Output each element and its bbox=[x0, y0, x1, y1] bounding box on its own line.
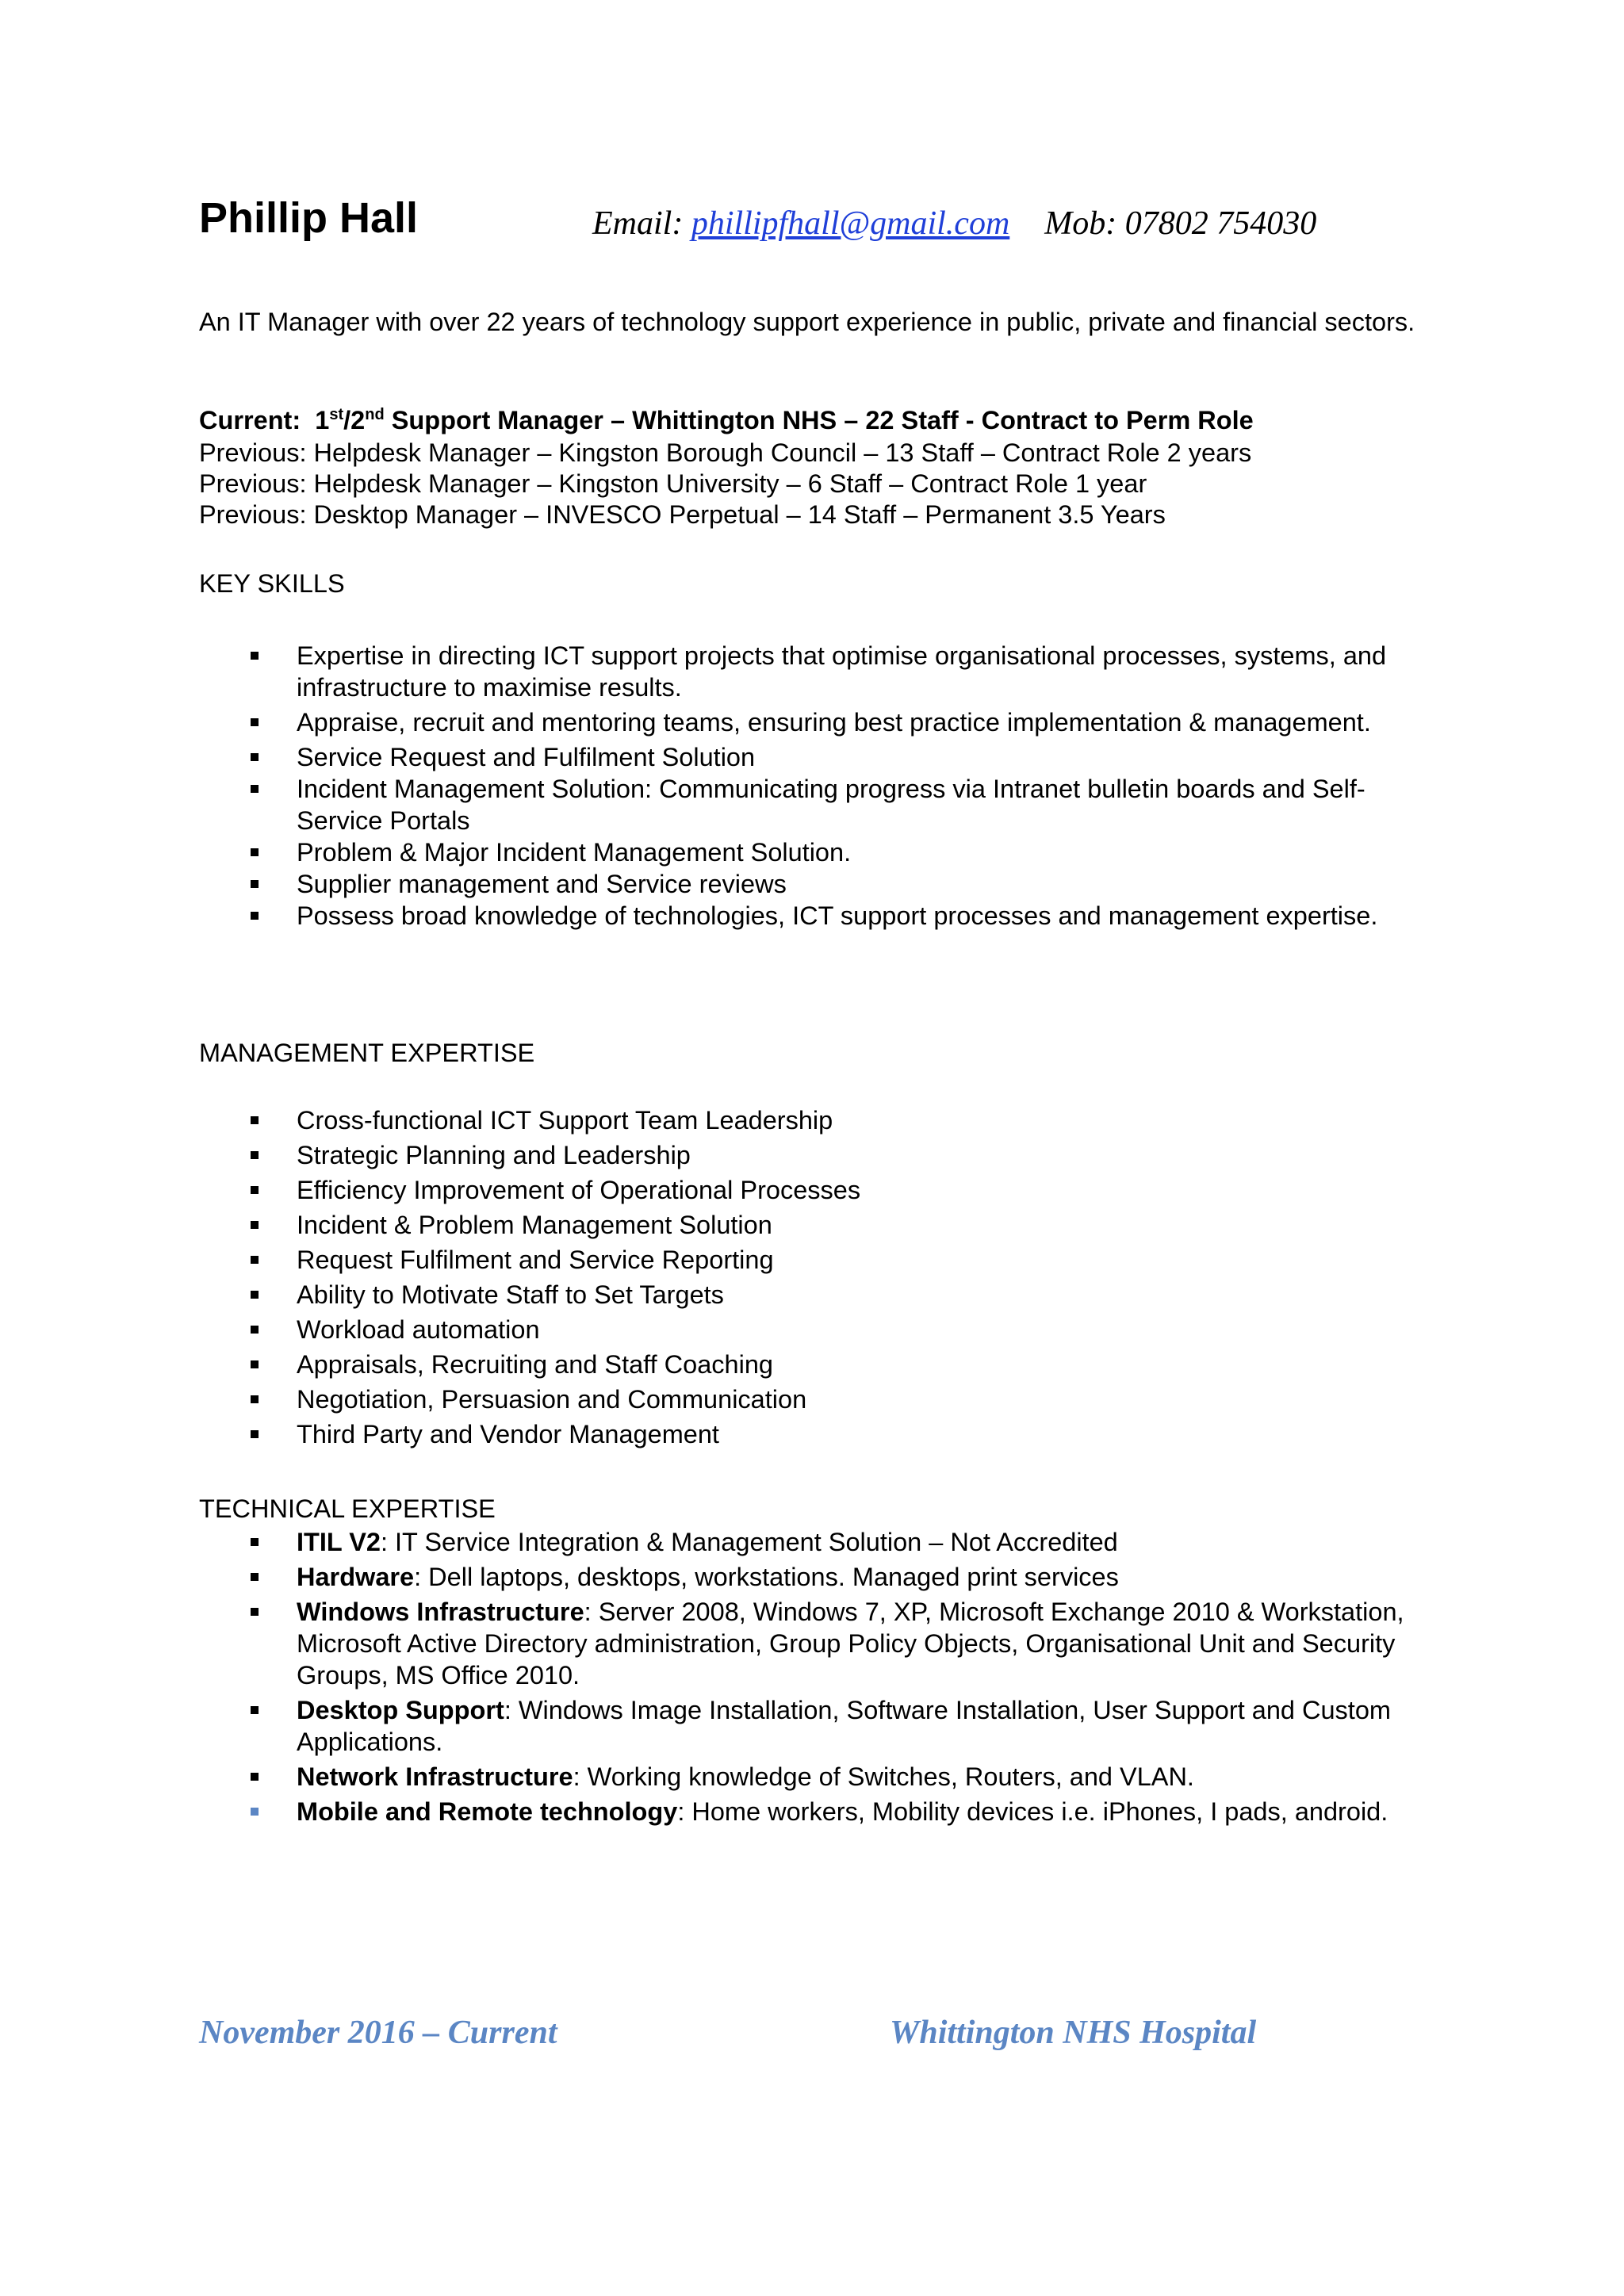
current-role-slash: /2 bbox=[343, 406, 366, 434]
management-expertise-heading: MANAGEMENT EXPERTISE bbox=[199, 1039, 535, 1067]
bullet-icon bbox=[251, 880, 259, 888]
technical-expertise-heading: TECHNICAL EXPERTISE bbox=[199, 1494, 496, 1523]
management-skill-text: Request Fulfilment and Service Reporting bbox=[297, 1246, 774, 1274]
bullet-icon bbox=[251, 1538, 259, 1546]
key-skills-list bbox=[0, 640, 1446, 932]
list-item bbox=[0, 1418, 1446, 1450]
list-item bbox=[0, 1174, 1446, 1206]
key-skill-text: Incident Management Solution: Communicating progress via Intranet bulletin boards and Self-Service Portals bbox=[297, 775, 1365, 835]
bullet-icon bbox=[251, 753, 259, 761]
bullet-icon bbox=[251, 1326, 259, 1334]
tech-skill-label: ITIL V2 bbox=[297, 1528, 381, 1556]
key-skill-text: Appraise, recruit and mentoring teams, ensuring best practice implementation & management. bbox=[297, 708, 1371, 737]
management-skill-text: Cross-functional ICT Support Team Leadership bbox=[297, 1106, 833, 1135]
list-item bbox=[0, 741, 1446, 773]
current-role-ordinal: 1 bbox=[315, 406, 330, 434]
list-item bbox=[0, 1209, 1446, 1241]
list-item bbox=[0, 1349, 1446, 1380]
bullet-icon bbox=[251, 1116, 259, 1124]
bullet-icon bbox=[251, 1608, 259, 1616]
bullet-icon bbox=[251, 1186, 259, 1194]
list-item bbox=[0, 706, 1446, 738]
employer-name: Whittington NHS Hospital bbox=[890, 2015, 1257, 2051]
tech-skill-label: Desktop Support bbox=[297, 1696, 504, 1724]
list-item bbox=[0, 1796, 1446, 1827]
bullet-icon bbox=[251, 718, 259, 726]
email-label: Email: bbox=[592, 205, 684, 242]
tech-skill-text: : Working knowledge of Switches, Routers, and VLAN. bbox=[573, 1762, 1194, 1791]
tech-skill-label: Hardware bbox=[297, 1563, 415, 1591]
bullet-icon bbox=[251, 1291, 259, 1299]
list-item bbox=[0, 1561, 1446, 1593]
management-skill-text: Negotiation, Persuasion and Communication bbox=[297, 1385, 807, 1414]
bullet-icon bbox=[251, 912, 259, 920]
management-skill-text: Efficiency Improvement of Operational Processes bbox=[297, 1176, 861, 1204]
management-skill-text: Ability to Motivate Staff to Set Targets bbox=[297, 1280, 724, 1309]
list-item bbox=[0, 1596, 1446, 1691]
previous-role: Previous: Desktop Manager – INVESCO Perpetual – 14 Staff – Permanent 3.5 Years bbox=[199, 500, 1166, 529]
list-item bbox=[0, 773, 1446, 836]
bullet-icon bbox=[251, 1256, 259, 1264]
list-item bbox=[0, 1761, 1446, 1793]
management-expertise-list bbox=[0, 1104, 1446, 1450]
bullet-icon bbox=[251, 1360, 259, 1368]
bullet-icon bbox=[251, 1430, 259, 1438]
management-skill-text: Strategic Planning and Leadership bbox=[297, 1141, 691, 1169]
bullet-icon bbox=[251, 848, 259, 856]
tech-skill-text: : Windows Image Installation, Software Installation, User Support and Custom Applications. bbox=[297, 1696, 1391, 1756]
current-role-sup2: nd bbox=[365, 406, 385, 423]
list-item bbox=[0, 1139, 1446, 1171]
management-skill-text: Third Party and Vendor Management bbox=[297, 1420, 719, 1448]
mobile-number: Mob: 07802 754030 bbox=[1044, 205, 1317, 242]
key-skill-text: Possess broad knowledge of technologies, ICT support processes and management expertise. bbox=[297, 901, 1378, 930]
list-item bbox=[0, 868, 1446, 900]
tech-skill-text: : Server 2008, Windows 7, XP, Microsoft Exchange 2010 & Workstation, Microsoft Active Directory administration, Group Policy Objects, Organisational Unit and Security Groups, MS Office 2010. bbox=[297, 1598, 1404, 1689]
current-role bbox=[199, 404, 1254, 436]
tech-skill-text: : IT Service Integration & Management Solution – Not Accredited bbox=[380, 1528, 1118, 1556]
list-item bbox=[0, 1104, 1446, 1136]
list-item bbox=[0, 900, 1446, 932]
tech-skill-text: : Home workers, Mobility devices i.e. iPhones, I pads, android. bbox=[677, 1797, 1388, 1826]
management-skill-text: Appraisals, Recruiting and Staff Coaching bbox=[297, 1350, 773, 1379]
contact-line bbox=[592, 201, 1316, 246]
profile-summary: An IT Manager with over 22 years of technology support experience in public, private and financial sectors. bbox=[199, 308, 1415, 336]
current-role-sup1: st bbox=[329, 406, 344, 423]
key-skill-text: Supplier management and Service reviews bbox=[297, 870, 787, 898]
tech-skill-label: Mobile and Remote technology bbox=[297, 1797, 678, 1826]
list-item bbox=[0, 1314, 1446, 1345]
technical-expertise-list bbox=[0, 1526, 1446, 1827]
key-skill-text: Service Request and Fulfilment Solution bbox=[297, 743, 756, 771]
key-skill-text: Problem & Major Incident Management Solution. bbox=[297, 838, 852, 867]
key-skill-text: Expertise in directing ICT support projects that optimise organisational processes, systems, and infrastructure to maximise results. bbox=[297, 641, 1387, 702]
management-skill-text: Workload automation bbox=[297, 1315, 540, 1344]
list-item bbox=[0, 1694, 1446, 1758]
bullet-icon bbox=[251, 1221, 259, 1229]
bullet-icon bbox=[251, 785, 259, 793]
bullet-icon bbox=[251, 1395, 259, 1403]
tech-skill-label: Network Infrastructure bbox=[297, 1762, 573, 1791]
email-link[interactable]: phillipfhall@gmail.com bbox=[691, 205, 1010, 242]
tech-skill-text: : Dell laptops, desktops, workstations. Managed print services bbox=[414, 1563, 1119, 1591]
list-item bbox=[0, 1526, 1446, 1558]
bullet-icon bbox=[251, 1706, 259, 1714]
candidate-name: Phillip Hall bbox=[199, 194, 419, 242]
bullet-icon bbox=[251, 652, 259, 660]
bullet-icon bbox=[251, 1808, 259, 1816]
bullet-icon bbox=[251, 1773, 259, 1781]
management-skill-text: Incident & Problem Management Solution bbox=[297, 1211, 772, 1239]
current-role-text: Support Manager – Whittington NHS – 22 Staff - Contract to Perm Role bbox=[384, 406, 1254, 434]
list-item bbox=[0, 836, 1446, 868]
bullet-icon bbox=[251, 1151, 259, 1159]
key-skills-heading: KEY SKILLS bbox=[199, 569, 345, 598]
previous-role: Previous: Helpdesk Manager – Kingston Borough Council – 13 Staff – Contract Role 2 years bbox=[199, 438, 1252, 467]
bullet-icon bbox=[251, 1573, 259, 1581]
current-role-label: Current: bbox=[199, 406, 301, 434]
list-item bbox=[0, 1244, 1446, 1276]
list-item bbox=[0, 1279, 1446, 1311]
previous-role: Previous: Helpdesk Manager – Kingston University – 6 Staff – Contract Role 1 year bbox=[199, 469, 1147, 498]
list-item bbox=[0, 1383, 1446, 1415]
list-item bbox=[0, 640, 1446, 703]
employment-dates: November 2016 – Current bbox=[199, 2015, 557, 2051]
tech-skill-label: Windows Infrastructure bbox=[297, 1598, 584, 1626]
